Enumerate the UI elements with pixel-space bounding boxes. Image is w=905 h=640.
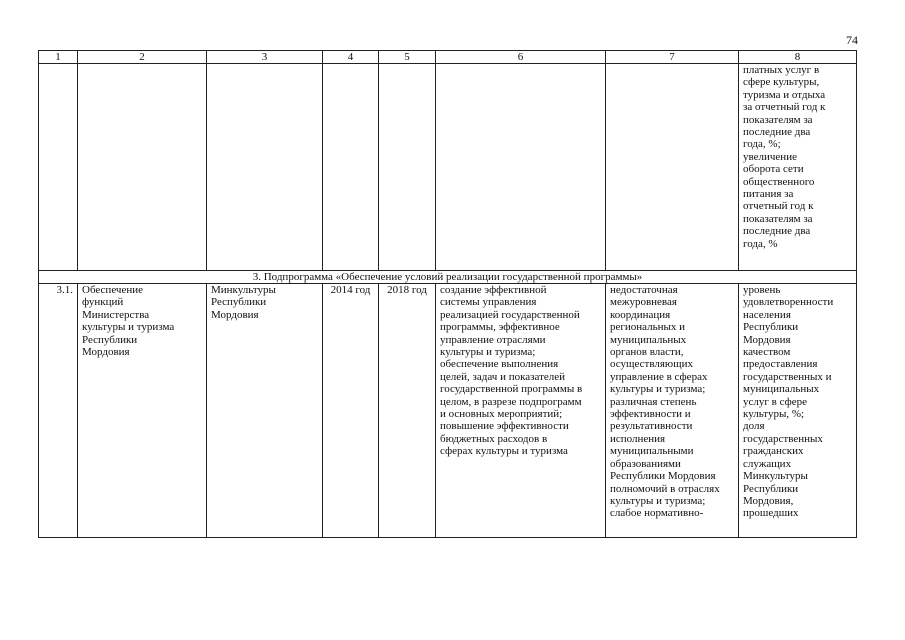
indicators-continuation-cell: платных услуг в сфере культуры, туризма и отдыха за отчетный год к показателям за последние два года, %; увеличение оборота сети общественного питания за отчетный год к показателям за последние два года, % [739,64,857,271]
start-year-cell: 2014 год [323,284,379,538]
column-numbers-row [39,51,857,64]
column-number: 1 [39,51,78,64]
measure-name-cell: Обеспечение функций Министерства культуры и туризма Республики Мордовия [78,284,207,538]
table-row [39,284,857,538]
column-number: 8 [739,51,857,64]
column-number: 5 [379,51,436,64]
column-number: 2 [78,51,207,64]
row-number-cell: 3.1. [39,284,78,538]
empty-cell [39,64,78,271]
section-title-row [39,271,857,284]
subprogram-title: 3. Подпрограмма «Обеспечение условий реализации государственной программы» [39,271,857,284]
column-number: 3 [207,51,323,64]
empty-cell [323,64,379,271]
risks-cell: недостаточная межуровневая координация региональных и муниципальных органов власти, осуществляющих управление в сферах культуры и туризма; различная степень эффективности и результативности исполнения муниципальными образованиями Республики Мордовия полномочий в отраслях культуры и туризма; слабое нормативно- [606,284,739,538]
column-number: 4 [323,51,379,64]
continuation-row [39,64,857,271]
executor-cell: Минкультуры Республики Мордовия [207,284,323,538]
indicators-cell: уровень удовлетворенности населения Республики Мордовия качеством предоставления государственных и муниципальных услуг в сфере культуры, %; доля государственных гражданских служащих Минкультуры Республики Мордовия, прошедших [739,284,857,538]
expected-result-cell: создание эффективной системы управления реализацией государственной программы, эффективное управление отраслями культуры и туризма; обеспечение выполнения целей, задач и показателей государственной программы в целом, в разрезе подпрограмм и основных мероприятий; повышение эффективности бюджетных расходов в сферах культуры и туризма [436,284,606,538]
program-table [38,50,857,538]
page-number: 74 [846,33,858,47]
column-number: 7 [606,51,739,64]
empty-cell [207,64,323,271]
empty-cell [78,64,207,271]
empty-cell [379,64,436,271]
empty-cell [436,64,606,271]
end-year-cell: 2018 год [379,284,436,538]
empty-cell [606,64,739,271]
column-number: 6 [436,51,606,64]
